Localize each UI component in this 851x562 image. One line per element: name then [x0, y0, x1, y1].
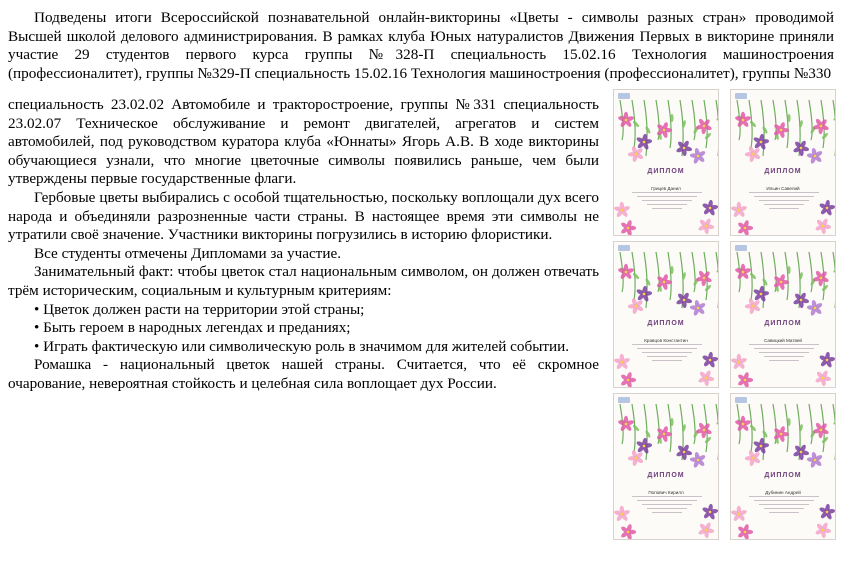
diploma-text-line: [647, 204, 687, 205]
article-intro: [8, 9, 834, 83]
bullet-item: • Быть героем в народных легендах и преданиях;: [34, 319, 351, 337]
diploma-title: ДИПЛОМ: [647, 320, 685, 327]
diploma-text-line: [637, 500, 697, 501]
diploma-text-line: [764, 508, 804, 509]
diploma-recipient: Савицкий Матвей: [764, 338, 802, 343]
diploma-image: [613, 89, 719, 236]
paragraph-intro: Подведены итоги Всероссийской познавательной онлайн-викторины «Цветы - символы разных стран» проводимой Высшей школой делового администрирования. В рамках клуба Юных натуралистов Движения Первых в викторине приняли участие 29 студентов первого курса группы №328-П специальность 15.02.16 Технология машиностроения (профессионалитет), группы №329-П специальность 15.02.16 Технология машиностроения (профессионалитет), группы №330: [8, 9, 834, 82]
diploma-text-line: [754, 196, 814, 197]
diploma-recipient: Дубинин Андрей: [765, 490, 801, 495]
logo-icon: [735, 397, 747, 403]
logo-icon: [618, 397, 630, 403]
diploma-text-line: [647, 508, 687, 509]
diploma-text-line: [749, 344, 819, 345]
diploma-text-line: [769, 512, 799, 513]
diploma-text-line: [759, 504, 809, 505]
diploma-text-line: [637, 348, 697, 349]
bullet-item: • Цветок должен расти на территории этой страны;: [34, 300, 365, 318]
diploma-text-line: [642, 200, 692, 201]
diploma-recipient: Кравцов Константин: [644, 338, 688, 343]
paragraph-chamomile: Ромашка - национальный цветок нашей страны. Считается, что её скромное очарование, невероятная стойкость и целебная сила воплощает дух России.: [8, 356, 599, 392]
diploma-text-line: [764, 356, 804, 357]
diploma-text-line: [652, 208, 682, 209]
diploma-image: [613, 241, 719, 388]
floral-illustration: [731, 394, 836, 540]
diploma-image: [613, 393, 719, 540]
logo-icon: [735, 93, 747, 99]
paragraph-fact: Занимательный факт: чтобы цветок стал национальным символом, он должен отвечать трём историческим, социальным и культурным критериям:: [8, 263, 599, 299]
bullet-item: • Играть фактическую или символическую роль в значимом для жителей событии.: [34, 337, 570, 355]
diploma-text-line: [647, 356, 687, 357]
diploma-title: ДИПЛОМ: [764, 320, 802, 327]
diploma-text-line: [764, 204, 804, 205]
diploma-text-line: [637, 196, 697, 197]
logo-icon: [618, 93, 630, 99]
diploma-image: [730, 393, 836, 540]
diploma-title: ДИПЛОМ: [764, 472, 802, 479]
diploma-text-line: [749, 496, 819, 497]
diploma-image: [730, 241, 836, 388]
floral-illustration: [614, 394, 719, 540]
diploma-text-line: [759, 200, 809, 201]
diploma-text-line: [632, 192, 702, 193]
diploma-recipient: Грицев Данил: [651, 186, 681, 191]
logo-icon: [618, 245, 630, 251]
diploma-text-line: [652, 360, 682, 361]
diploma-text-line: [632, 496, 702, 497]
diploma-title: ДИПЛОМ: [764, 168, 802, 175]
diploma-text-line: [759, 352, 809, 353]
floral-illustration: [731, 242, 836, 388]
diploma-text-line: [652, 512, 682, 513]
diploma-text-line: [642, 352, 692, 353]
diploma-text-line: [642, 504, 692, 505]
diploma-title: ДИПЛОМ: [647, 472, 685, 479]
logo-icon: [735, 245, 747, 251]
diploma-recipient: Ильин Савелий: [766, 186, 800, 191]
diploma-text-line: [632, 344, 702, 345]
diploma-title: ДИПЛОМ: [647, 168, 685, 175]
floral-illustration: [731, 90, 836, 236]
diploma-text-line: [749, 192, 819, 193]
floral-illustration: [614, 90, 719, 236]
paragraph-intro-continued: специальность 23.02.02 Автомобиле и тракторостроение, группы №331 специальность 23.02.07 Техническое обслуживание и ремонт двигателей, агрегатов и систем автомобилей, под руководством куратора клуба «Юннаты» Ягорь А.В. В ходе викторины обучающиеся узнали, что многие цветочные символы появились раньше, чем были утверждены первые государственные флаги.: [8, 96, 599, 188]
diploma-image: [730, 89, 836, 236]
diploma-recipient: Попович Кирилл: [648, 490, 684, 495]
diploma-text-line: [754, 348, 814, 349]
article-body: [8, 96, 599, 394]
paragraph-symbols: Гербовые цветы выбирались с особой тщательностью, поскольку воплощали дух всего народа и объединяли разрозненные части страны. В настоящее время эти символы не утратили своё значение. Участники викторины погрузились в историю флористики.: [8, 188, 599, 244]
floral-illustration: [614, 242, 719, 388]
paragraph-diplomas: Все студенты отмечены Дипломами за участие.: [34, 244, 341, 262]
diploma-gallery: [613, 89, 836, 540]
diploma-text-line: [754, 500, 814, 501]
diploma-text-line: [769, 208, 799, 209]
diploma-text-line: [769, 360, 799, 361]
